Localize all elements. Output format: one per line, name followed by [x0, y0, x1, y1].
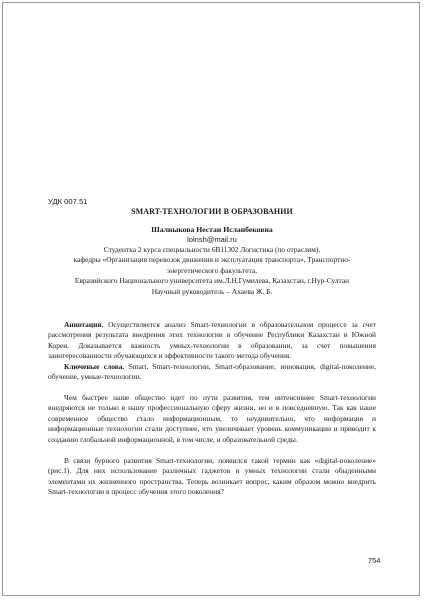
keywords-paragraph [48, 362, 376, 383]
author-email[interactable]: lolnsh@mail.ru [187, 235, 237, 244]
keywords-text: Smart, Smart-технологии, Smart-образование, инновация, digital-поколение, обучение, умные-технологии. [48, 362, 376, 382]
abstract-label: Аннотация. [64, 320, 104, 329]
udk-code: УДК 007.51 [48, 197, 88, 206]
page-border [2, 2, 420, 596]
body-paragraph-2: В связи бурного развития Smart-технологии, появился такой термин как «digital-поколение» (рис.1). Для них использование различных гаджетов и умных технологии стали обыденными элементами их жизненного пространства. Теперь возникает вопрос, каким образом можно внедрить Smart-технологии в процесс обучения этого поколения? [48, 456, 376, 497]
author-name: Шалныкова Нестан Исланбековна [151, 225, 273, 234]
affiliation-line: Студентка 2 курса специальности 6В11302 Логистика (по отраслям), [103, 245, 321, 254]
page-number: 754 [368, 556, 381, 565]
supervisor-line: Научный руководитель – Ахаева Ж. Б. [151, 286, 273, 296]
keywords-label: Ключевые слова. [64, 362, 125, 371]
affiliation-line: энергетического факультета, [167, 265, 257, 275]
abstract-text: Осуществляется анализ Smart-технологии в образовательном процессе за счет рассмотрения результата внедрения этих технологии в обучение Республики Казахстан и Южной Кореи. Доказывается важность умных-технологии в образовании, за счет повышения заинтересованности обучающихся и эффективности такого метода обучения. [48, 320, 376, 361]
abstract-paragraph [48, 320, 376, 362]
body-paragraph-1: Чем быстрее наше общество идет по пути развития, тем интенсивнее Smart-технологии внедряются не только в нашу профессиональную сферу жизни, но и в повседневную. Так как наше современное общество стало информационным, то неудивительно, что информация и информационные технологии стали доступнее, что увеличивает уровень коммуникации и приводит к созданию глобальной информационной, в том числе, и образовательной среды. [48, 393, 376, 444]
article-title: SMART-ТЕХНОЛОГИИ В ОБРАЗОВАНИИ [131, 207, 293, 216]
affiliation-line: Евразийского Национального университета им.Л.Н.Гумилева, Казахстан, г.Нур-Султан [74, 276, 350, 286]
author-affiliation [40, 245, 384, 297]
affiliation-line: кафедры «Организация перевозок движения и эксплуатация транспорта», Транспортно- [73, 255, 351, 265]
